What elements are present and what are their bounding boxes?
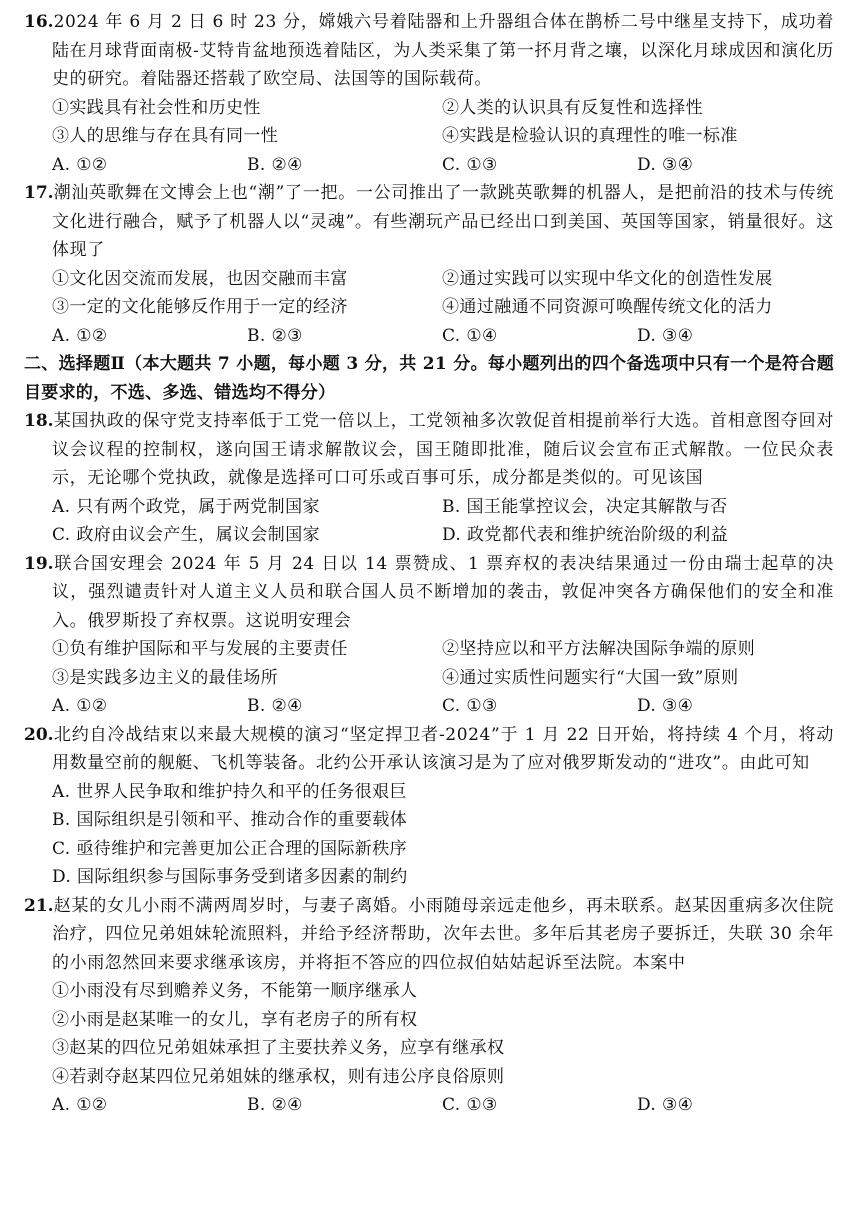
option-d: D. 政党都代表和维护统治阶级的利益 [442,525,729,545]
question-number: 20. [24,724,54,745]
question-18 [24,407,834,550]
answer-options [52,692,834,721]
answer-options [52,322,834,351]
statement-1: ①文化因交流而发展，也因交融而丰富 [52,268,348,289]
option-a: A. ①② [52,696,108,716]
option-c: C. ①④ [442,325,498,346]
option-c: C. ①③ [442,154,498,175]
option-c: C. ①③ [442,696,498,716]
option-d: D. ③④ [637,325,694,346]
option-a: A. ①② [52,154,108,175]
question-number: 21. [24,895,54,916]
option-a: A. 只有两个政党，属于两党制国家 [52,496,320,517]
answer-options [24,493,834,550]
question-stem: 北约自冷战结束以来最大规模的演习“坚定捍卫者-2024”于 1 月 22 日开始，将持续 4 个月，将动用数量空前的舰艇、飞机等装备。北约公开承认该演习是为了应对俄罗斯发动的“进攻”。由此可知 [52,724,834,773]
question-stem: 赵某的女儿小雨不满两周岁时，与妻子离婚。小雨随母亲远走他乡，再未联系。赵某因重病多次住院治疗，四位兄弟姐妹轮流照料，并给予经济帮助，次年去世。多年后其老房子要拆迁，失联 30 余年的小雨忽然回来要求继承该房，并将拒不答应的四位叔伯姑姑起诉至法院。本案中 [52,895,834,973]
option-b: B. ②④ [247,154,303,175]
statements [24,635,834,721]
option-c: C. 亟待维护和完善更加公正合理的国际新秩序 [52,838,408,859]
question-19 [24,550,834,721]
statements [24,94,834,180]
question-number: 16. [24,12,54,32]
answer-options [24,778,834,892]
question-number: 19. [24,553,54,574]
option-c: C. ①③ [442,1095,498,1115]
statement-4: ④通过实质性问题实行“大国一致”原则 [442,667,739,688]
statement-3: ③一定的文化能够反作用于一定的经济 [52,297,348,317]
statement-4: ④实践是检验认识的真理性的唯一标准 [442,126,738,146]
question-stem: 2024 年 6 月 2 日 6 时 23 分，嫦娥六号着陆器和上升器组合体在鹊桥二号中继星支持下，成功着陆在月球背面南极-艾特肯盆地预选着陆区，为人类采集了第一抔月背之壤，以深化月球成因和演化历史的研究。着陆器还搭载了欧空局、法国等的国际载荷。 [52,12,834,89]
answer-options [52,151,834,180]
option-b: B. ②③ [247,325,303,346]
option-c: C. 政府由议会产生，属议会制国家 [52,525,321,545]
statement-4: ④若剥夺赵某四位兄弟姐妹的继承权，则有违公序良俗原则 [52,1066,505,1087]
statement-2: ②小雨是赵某唯一的女儿，享有老房子的所有权 [52,1009,418,1030]
question-stem: 某国执政的保守党支持率低于工党一倍以上，工党领袖多次敦促首相提前举行大选。首相意图夺回对议会议程的控制权，遂向国王请求解散议会，国王随即批准，随后议会宣布正式解散。一位民众表示，无论哪个党执政，就像是选择可口可乐或百事可乐，成分都是类似的。可见该国 [52,411,834,488]
statement-3: ③赵某的四位兄弟姐妹承担了主要扶养义务，应享有继承权 [52,1038,505,1058]
option-a: A. ①② [52,1095,108,1115]
option-b: B. 国际组织是引领和平、推动合作的重要载体 [52,810,408,830]
statement-2: ②坚持应以和平方法解决国际争端的原则 [442,639,756,659]
option-b: B. ②④ [247,1095,303,1115]
statement-3: ③是实践多边主义的最佳场所 [52,667,279,688]
statement-3: ③人的思维与存在具有同一性 [52,126,279,146]
question-number: 18. [24,411,54,431]
statement-4: ④通过融通不同资源可唤醒传统文化的活力 [442,297,773,317]
statement-1: ①小雨没有尽到赡养义务，不能第一顺序继承人 [52,981,418,1001]
question-20 [24,721,834,892]
statement-1: ①负有维护国际和平与发展的主要责任 [52,639,348,659]
option-a: A. ①② [52,325,108,346]
option-d: D. 国际组织参与国际事务受到诸多因素的制约 [52,867,408,887]
option-b: B. ②④ [247,696,303,716]
statement-2: ②通过实践可以实现中华文化的创造性发展 [442,268,773,289]
question-21 [24,892,834,1120]
option-a: A. 世界人民争取和维护持久和平的任务很艰巨 [52,781,407,802]
question-stem: 联合国安理会 2024 年 5 月 24 日以 14 票赞成、1 票弃权的表决结果通过一份由瑞士起草的决议，强烈谴责针对人道主义人员和联合国人员不断增加的袭击，敦促冲突各方确保他们的安全和准入。俄罗斯投了弃权票。这说明安理会 [52,553,834,631]
question-stem: 潮汕英歌舞在文博会上也“潮”了一把。一公司推出了一款跳英歌舞的机器人，是把前沿的技术与传统文化进行融合，赋予了机器人以“灵魂”。有些潮玩产品已经出口到美国、英国等国家，销量很好。这体现了 [52,183,834,260]
option-b: B. 国王能掌控议会，决定其解散与否 [442,496,728,517]
statements [24,977,834,1120]
option-d: D. ③④ [637,1095,694,1115]
option-d: D. ③④ [637,154,694,175]
question-number: 17. [24,183,54,203]
statement-1: ①实践具有社会性和历史性 [52,97,261,118]
question-16 [24,8,834,179]
option-d: D. ③④ [637,696,694,716]
section-heading: 二、选择题Ⅱ（本大题共 7 小题，每小题 3 分，共 21 分。每小题列出的四个备选项中只有一个是符合题目要求的，不选、多选、错选均不得分） [24,354,834,403]
statement-2: ②人类的认识具有反复性和选择性 [442,97,703,118]
question-17 [24,179,834,350]
statements [24,265,834,351]
answer-options [52,1091,834,1120]
